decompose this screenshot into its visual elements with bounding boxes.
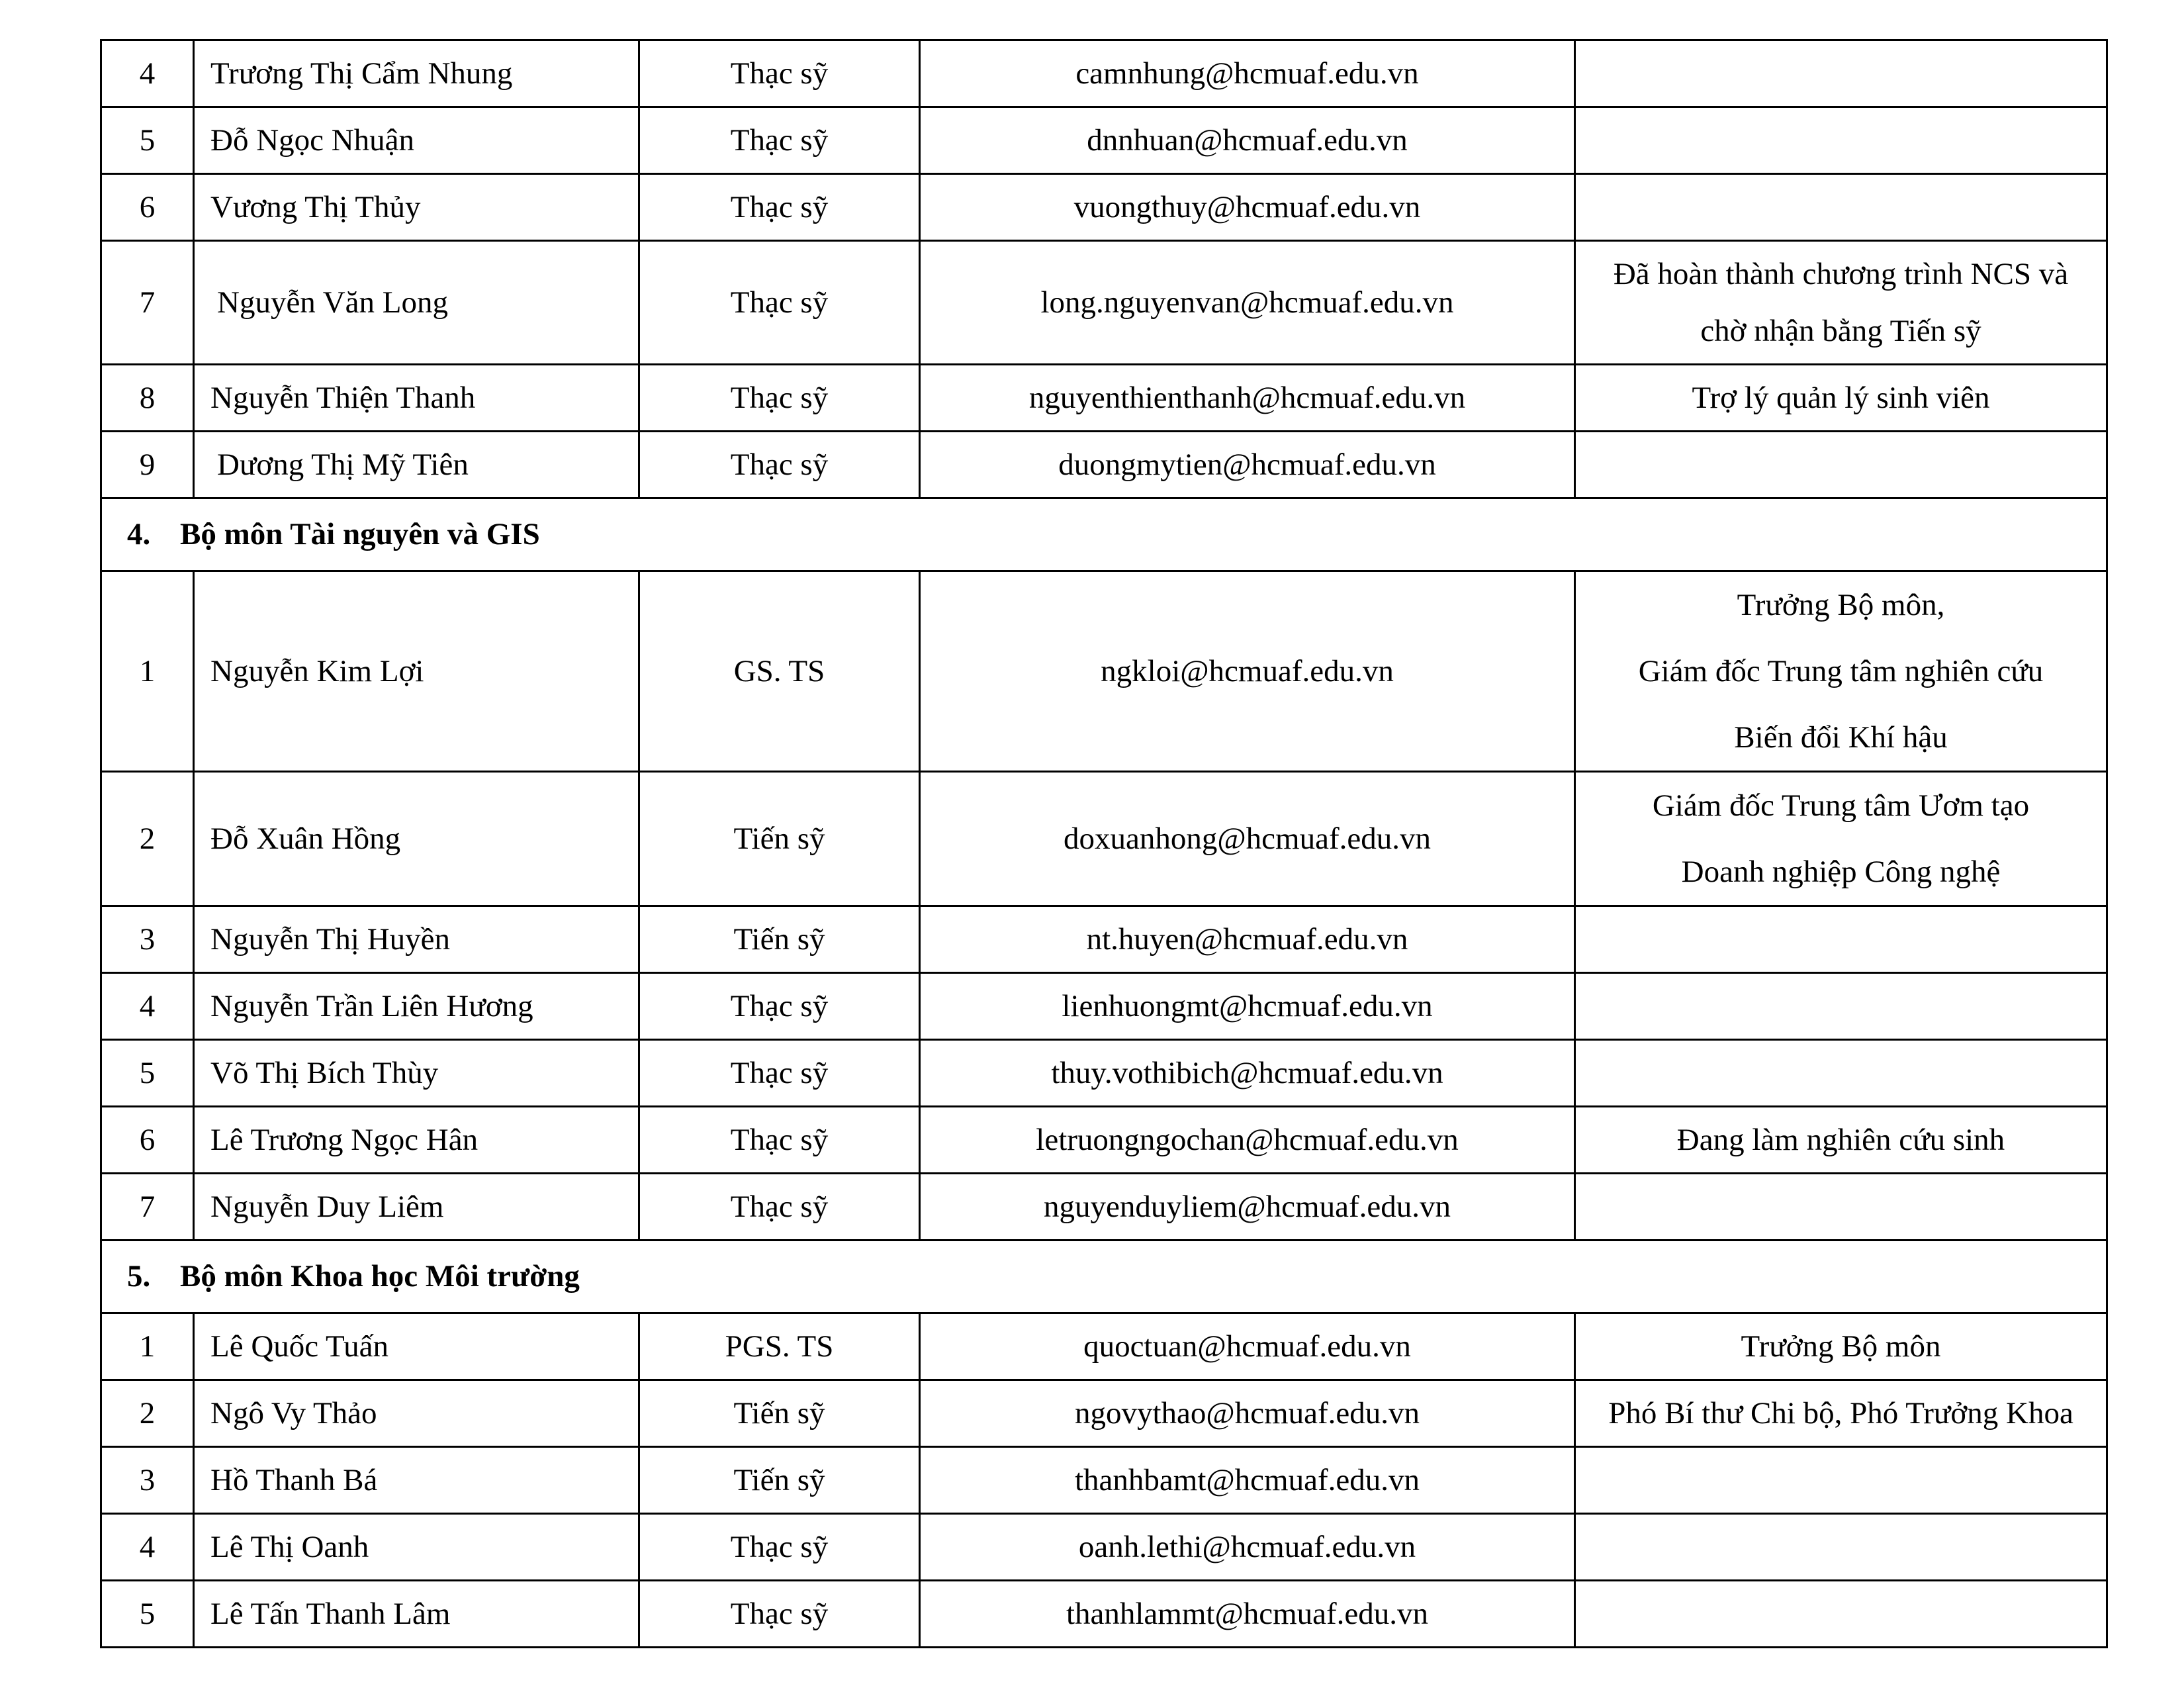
staff-name: Đỗ Ngọc Nhuận <box>194 107 639 174</box>
table-row <box>101 432 2107 498</box>
row-number: 4 <box>101 1514 194 1581</box>
email-address: dnnhuan@hcmuaf.edu.vn <box>920 107 1575 174</box>
note-line: Đã hoàn thành chương trình NCS và <box>1613 257 2069 291</box>
email-address: vuongthuy@hcmuaf.edu.vn <box>920 174 1575 241</box>
staff-name: Đỗ Xuân Hồng <box>194 772 639 906</box>
email-address: camnhung@hcmuaf.edu.vn <box>920 40 1575 107</box>
note-cell <box>1575 1313 2107 1380</box>
row-number: 9 <box>101 432 194 498</box>
note-cell <box>1575 107 2107 174</box>
email-address: oanh.lethi@hcmuaf.edu.vn <box>920 1514 1575 1581</box>
academic-degree: Thạc sỹ <box>639 973 920 1040</box>
note-line: Biến đổi Khí hậu <box>1734 720 1948 755</box>
staff-name: Trương Thị Cẩm Nhung <box>194 40 639 107</box>
table-row <box>101 772 2107 906</box>
staff-name: Ngô Vy Thảo <box>194 1380 639 1447</box>
note-cell <box>1575 1040 2107 1107</box>
table-row <box>101 40 2107 107</box>
note-line: Giám đốc Trung tâm nghiên cứu <box>1638 654 2044 688</box>
row-number: 3 <box>101 1447 194 1514</box>
staff-name: Nguyễn Thị Huyền <box>194 906 639 973</box>
note-line: Giám đốc Trung tâm Ươm tạo <box>1652 788 2030 823</box>
staff-name: Lê Thị Oanh <box>194 1514 639 1581</box>
staff-name: Nguyễn Văn Long <box>194 241 639 365</box>
table-row <box>101 1447 2107 1514</box>
section-number: 4. <box>127 517 151 552</box>
table-row <box>101 365 2107 432</box>
note-line: Đang làm nghiên cứu sinh <box>1676 1122 2005 1157</box>
email-address: nt.huyen@hcmuaf.edu.vn <box>920 906 1575 973</box>
staff-name: Nguyễn Trần Liên Hương <box>194 973 639 1040</box>
staff-name: Nguyễn Duy Liêm <box>194 1174 639 1241</box>
row-number: 6 <box>101 174 194 241</box>
row-number: 5 <box>101 1040 194 1107</box>
table-row <box>101 1581 2107 1648</box>
note-cell <box>1575 1107 2107 1174</box>
section-heading-row <box>101 1241 2107 1313</box>
staff-name: Vương Thị Thủy <box>194 174 639 241</box>
academic-degree: Tiến sỹ <box>639 1447 920 1514</box>
academic-degree: Thạc sỹ <box>639 40 920 107</box>
note-cell <box>1575 1380 2107 1447</box>
note-cell <box>1575 906 2107 973</box>
table-row <box>101 107 2107 174</box>
section-heading <box>101 1241 2107 1313</box>
email-address: quoctuan@hcmuaf.edu.vn <box>920 1313 1575 1380</box>
note-cell <box>1575 1581 2107 1648</box>
academic-degree: Thạc sỹ <box>639 107 920 174</box>
email-address: ngovythao@hcmuaf.edu.vn <box>920 1380 1575 1447</box>
section-title: Bộ môn Tài nguyên và GIS <box>180 517 540 552</box>
section-heading-row <box>101 498 2107 571</box>
email-address: nguyenduyliem@hcmuaf.edu.vn <box>920 1174 1575 1241</box>
row-number: 2 <box>101 1380 194 1447</box>
email-address: letruongngochan@hcmuaf.edu.vn <box>920 1107 1575 1174</box>
academic-degree: Thạc sỹ <box>639 1107 920 1174</box>
note-cell <box>1575 174 2107 241</box>
section-heading <box>101 498 2107 571</box>
academic-degree: Thạc sỹ <box>639 365 920 432</box>
email-address: long.nguyenvan@hcmuaf.edu.vn <box>920 241 1575 365</box>
staff-name: Lê Trương Ngọc Hân <box>194 1107 639 1174</box>
row-number: 7 <box>101 241 194 365</box>
staff-name: Hồ Thanh Bá <box>194 1447 639 1514</box>
note-cell <box>1575 432 2107 498</box>
note-cell <box>1575 973 2107 1040</box>
staff-name: Lê Quốc Tuấn <box>194 1313 639 1380</box>
staff-name: Lê Tấn Thanh Lâm <box>194 1581 639 1648</box>
row-number: 3 <box>101 906 194 973</box>
academic-degree: PGS. TS <box>639 1313 920 1380</box>
table-row <box>101 906 2107 973</box>
note-cell <box>1575 1514 2107 1581</box>
row-number: 1 <box>101 1313 194 1380</box>
staff-table <box>100 39 2108 1648</box>
note-cell <box>1575 1174 2107 1241</box>
row-number: 8 <box>101 365 194 432</box>
note-line: Phó Bí thư Chi bộ, Phó Trưởng Khoa <box>1608 1395 2073 1430</box>
academic-degree: Thạc sỹ <box>639 241 920 365</box>
academic-degree: Thạc sỹ <box>639 1174 920 1241</box>
academic-degree: Thạc sỹ <box>639 432 920 498</box>
row-number: 4 <box>101 973 194 1040</box>
row-number: 1 <box>101 571 194 772</box>
table-row <box>101 1107 2107 1174</box>
table-row <box>101 571 2107 772</box>
academic-degree: Thạc sỹ <box>639 1040 920 1107</box>
note-line: Doanh nghiệp Công nghệ <box>1681 855 2001 889</box>
table-row <box>101 1514 2107 1581</box>
table-row <box>101 1313 2107 1380</box>
email-address: thanhlammt@hcmuaf.edu.vn <box>920 1581 1575 1648</box>
note-cell <box>1575 1447 2107 1514</box>
academic-degree: Thạc sỹ <box>639 1514 920 1581</box>
staff-name: Nguyễn Thiện Thanh <box>194 365 639 432</box>
academic-degree: Thạc sỹ <box>639 1581 920 1648</box>
email-address: nguyenthienthanh@hcmuaf.edu.vn <box>920 365 1575 432</box>
note-line: Trưởng Bộ môn, <box>1737 588 1945 622</box>
note-cell <box>1575 571 2107 772</box>
row-number: 4 <box>101 40 194 107</box>
row-number: 5 <box>101 1581 194 1648</box>
email-address: lienhuongmt@hcmuaf.edu.vn <box>920 973 1575 1040</box>
staff-name: Dương Thị Mỹ Tiên <box>194 432 639 498</box>
staff-name: Nguyễn Kim Lợi <box>194 571 639 772</box>
email-address: doxuanhong@hcmuaf.edu.vn <box>920 772 1575 906</box>
table-row <box>101 1380 2107 1447</box>
note-cell <box>1575 241 2107 365</box>
note-cell <box>1575 365 2107 432</box>
section-title: Bộ môn Khoa học Môi trường <box>180 1259 580 1294</box>
academic-degree: Tiến sỹ <box>639 772 920 906</box>
academic-degree: Tiến sỹ <box>639 1380 920 1447</box>
email-address: thuy.vothibich@hcmuaf.edu.vn <box>920 1040 1575 1107</box>
section-number: 5. <box>127 1259 151 1294</box>
table-row <box>101 174 2107 241</box>
table-row <box>101 973 2107 1040</box>
email-address: thanhbamt@hcmuaf.edu.vn <box>920 1447 1575 1514</box>
row-number: 5 <box>101 107 194 174</box>
note-cell <box>1575 772 2107 906</box>
table-row <box>101 1174 2107 1241</box>
email-address: ngkloi@hcmuaf.edu.vn <box>920 571 1575 772</box>
row-number: 2 <box>101 772 194 906</box>
staff-name: Võ Thị Bích Thùy <box>194 1040 639 1107</box>
note-line: Trưởng Bộ môn <box>1741 1329 1941 1364</box>
table-row <box>101 1040 2107 1107</box>
row-number: 6 <box>101 1107 194 1174</box>
note-cell <box>1575 40 2107 107</box>
note-line: Trợ lý quản lý sinh viên <box>1692 380 1990 415</box>
academic-degree: Thạc sỹ <box>639 174 920 241</box>
email-address: duongmytien@hcmuaf.edu.vn <box>920 432 1575 498</box>
note-line: chờ nhận bằng Tiến sỹ <box>1700 314 1981 348</box>
table-row <box>101 241 2107 365</box>
row-number: 7 <box>101 1174 194 1241</box>
academic-degree: GS. TS <box>639 571 920 772</box>
academic-degree: Tiến sỹ <box>639 906 920 973</box>
